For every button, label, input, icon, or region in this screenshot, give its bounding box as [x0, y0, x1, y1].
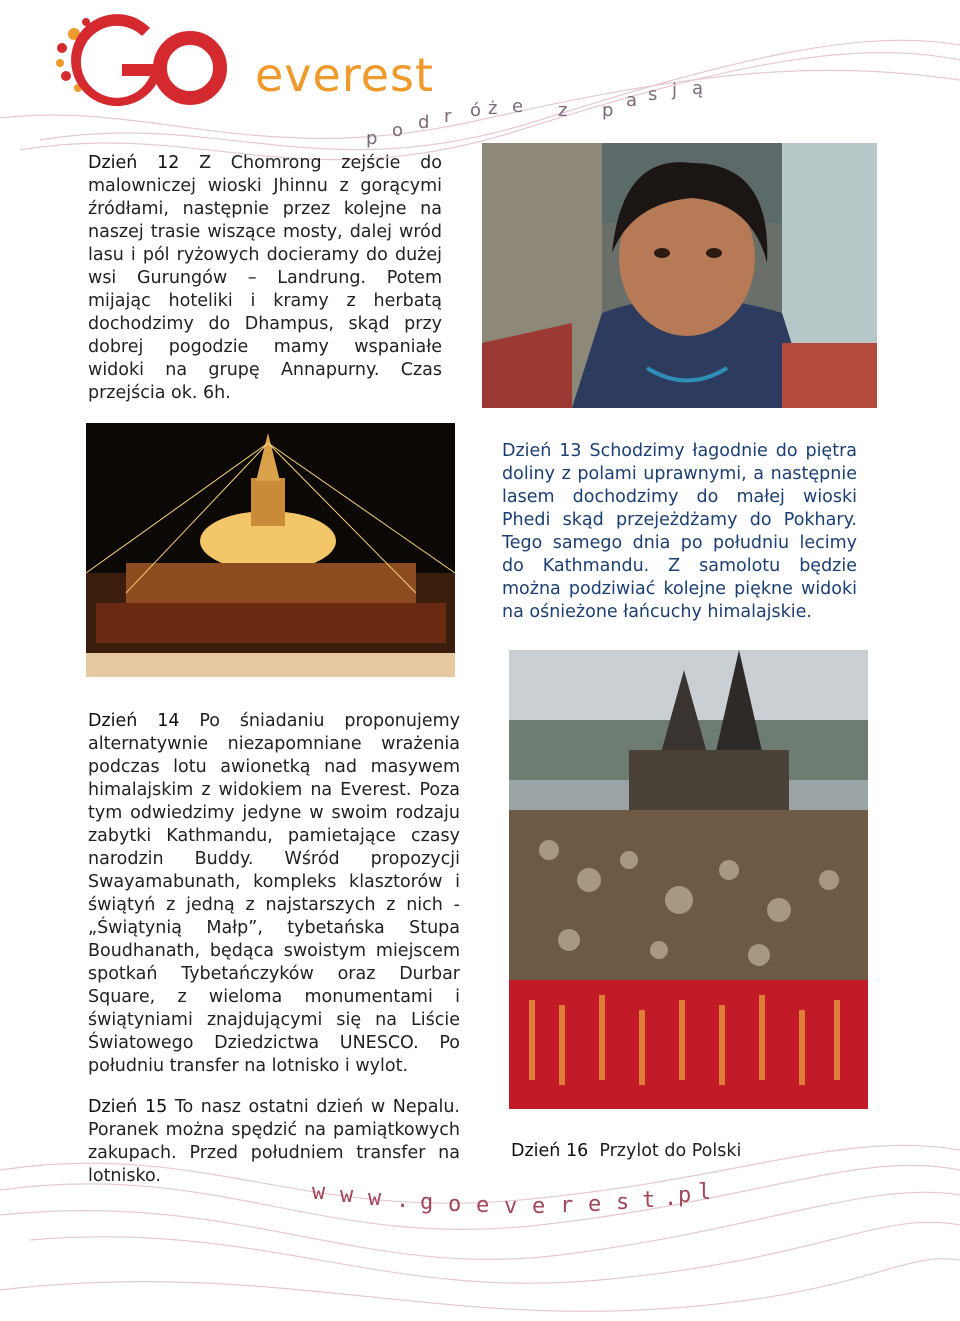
tagline-char: e [512, 96, 524, 117]
day-12-text: Z Chomrong zejście do malowniczej wioski Jhinnu z gorącymi źródłami, następnie przez kolejne na naszej trasie wiszące mosty, dalej wród lasu i pól ryżowych docieramy do dużej wsi Gurungów – Landrung. Potem mijając hoteliki i kramy z herbatą dochodzimy do Dhampus, skąd przy dobrej pogodzie mamy wspaniałe widoki na grupę Annapurny. Czas przejścia ok. 6h. [88, 153, 442, 403]
tagline-char: o [392, 120, 404, 141]
go-logo-icon [50, 8, 250, 118]
day-14-label: Dzień 14 [88, 711, 180, 731]
url-char: o [448, 1192, 462, 1217]
tagline-char: p [602, 100, 614, 121]
day-15-paragraph [88, 1096, 460, 1188]
day-16-label: Dzień 16 [511, 1141, 589, 1161]
day-13-paragraph [502, 440, 857, 624]
tagline-char: ż [488, 98, 498, 119]
tagline-char: ó [470, 100, 482, 121]
logo-wordmark: everest [255, 48, 435, 102]
goeverest-logo [50, 8, 435, 118]
url-char: w [312, 1180, 326, 1205]
tagline-char: a [626, 90, 638, 111]
url-char: r [560, 1193, 574, 1218]
day-12-paragraph [88, 152, 442, 405]
tagline-char: ą [692, 78, 704, 99]
url-char: . [396, 1188, 410, 1213]
url-char: t [642, 1188, 656, 1213]
url-char: g [420, 1190, 434, 1215]
day-12-label: Dzień 12 [88, 153, 180, 173]
tagline-char: r [444, 106, 452, 127]
url-char: v [504, 1194, 518, 1219]
url-char: e [476, 1193, 490, 1218]
url-char: p [678, 1183, 692, 1208]
tagline [362, 78, 722, 148]
tagline-char: s [648, 84, 658, 105]
day-14-text: Po śniadaniu proponujemy alternatywnie niezapomniane wrażenia podczas lotu awionetką nad masywem himalajskim z widokiem na Everest. Poza tym odwiedzimy jedyne w swoim rodzaju zabytki Kathmandu, pamietające czasy narodzin Buddy. Wśród propozycji Swayamabunath, kompleks klasztorów i świątyń z jedną z najstarszych z nich - „Świątynią Małp”, tybetańska Stupa Boudhanath, będąca swoistym miejscem spotkań Tybetańczyków oraz Durbar Square, z wieloma monumentami i świątyniami znajdującymi się na Liście Światowego Dziedzictwa UNESCO. Po południu transfer na lotnisko i wylot. [88, 711, 460, 1076]
day-16-text: Przylot do Polski [599, 1141, 742, 1161]
day-14-paragraph [88, 710, 460, 1078]
day-16-paragraph [511, 1140, 871, 1163]
url-char: . [664, 1186, 678, 1211]
url-char: w [340, 1183, 354, 1208]
tagline-char: z [558, 100, 568, 121]
tagline-char: j [672, 80, 678, 101]
url-char: e [532, 1194, 546, 1219]
tagline-char: p [366, 128, 378, 149]
day-15-text: To nasz ostatni dzień w Nepalu. Poranek można spędzić na pamiątkowych zakupach. Przed południem transfer na lotnisko. [88, 1097, 460, 1186]
website-url[interactable] [312, 1180, 712, 1220]
day-15-label: Dzień 15 [88, 1097, 168, 1117]
day-13-text: Schodzimy łagodnie do piętra doliny z polami uprawnymi, a następnie lasem dochodzimy do małej wioski Phedi skąd przejeżdżamy do Pokhary. Tego samego dnia po południu lecimy do Kathmandu. Z samolotu będzie można podziwiać kolejne piękne widoki na ośnieżone łańcuchy himalajskie. [502, 441, 857, 622]
url-char: e [588, 1192, 602, 1217]
photo-souvenir-market [509, 650, 868, 1109]
photo-boudhanath-stupa-night [86, 423, 455, 677]
day-13-label: Dzień 13 [502, 441, 582, 461]
url-char: l [698, 1180, 712, 1205]
url-char: w [368, 1186, 382, 1211]
url-char: s [616, 1190, 630, 1215]
photo-nepali-child [482, 143, 877, 408]
tagline-char: d [418, 112, 430, 133]
